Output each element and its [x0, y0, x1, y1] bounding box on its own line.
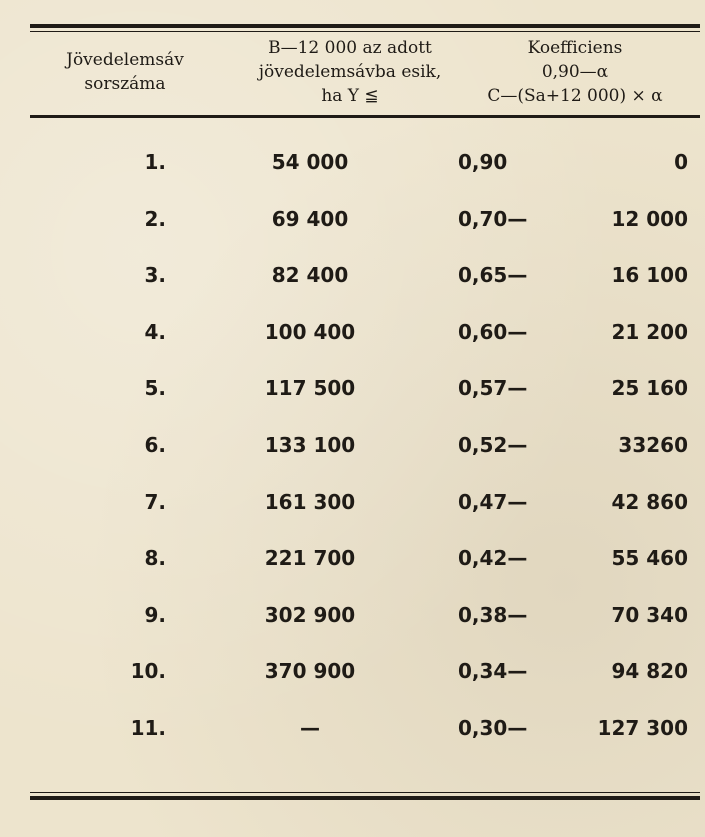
table-row — [30, 148, 700, 205]
income-limit-cell: 370 900 — [264, 659, 356, 684]
table-row — [30, 374, 700, 431]
income-limit-cell: 302 900 — [264, 602, 356, 627]
table-row — [30, 318, 700, 375]
income-limit-cell: 161 300 — [264, 489, 356, 514]
top-thick-rule — [30, 24, 700, 28]
band-number-cell: 6. — [144, 432, 166, 457]
constant-cell: 33260 — [618, 432, 688, 457]
header-coefficient-line3: C—(Sa+12 000) ⨯ α — [487, 86, 663, 106]
table-row — [30, 657, 700, 714]
band-number-cell: 7. — [144, 489, 166, 514]
income-limit-cell: 69 400 — [271, 206, 349, 231]
income-limit-cell: 133 100 — [264, 432, 356, 457]
header-coefficient-line1: Koefficiens — [527, 38, 623, 58]
constant-cell: 55 460 — [611, 546, 688, 571]
band-number-cell: 3. — [144, 263, 166, 288]
coefficient-cell: 0,60— — [458, 319, 528, 344]
table-header — [30, 36, 700, 112]
constant-cell: 16 100 — [611, 263, 688, 288]
top-thin-rule — [30, 31, 700, 32]
coefficient-cell: 0,52— — [458, 432, 528, 457]
header-income-band-line2: jövedelemsávba esik, — [258, 62, 442, 82]
header-band-number-line1: Jövedelemsáv — [66, 50, 184, 70]
table-row — [30, 714, 700, 771]
income-limit-cell: 54 000 — [271, 150, 349, 174]
band-number-cell: 2. — [144, 206, 166, 231]
coefficient-cell: 0,38— — [458, 602, 528, 627]
table-body — [30, 148, 700, 771]
table-row — [30, 431, 700, 488]
coefficient-cell: 0,90 — [458, 150, 508, 174]
coefficient-cell: 0,42— — [458, 546, 528, 571]
band-number-cell: 10. — [130, 659, 166, 684]
income-limit-cell: 221 700 — [264, 546, 356, 571]
table-row — [30, 261, 700, 318]
header-income-band-line1: B—12 000 az adott — [268, 38, 432, 58]
constant-cell: 12 000 — [611, 206, 688, 231]
income-limit-cell: 117 500 — [264, 376, 356, 401]
band-number-cell: 9. — [144, 602, 166, 627]
band-number-cell: 11. — [130, 715, 166, 740]
header-bottom-rule — [30, 115, 700, 118]
header-coefficient — [450, 36, 700, 108]
income-limit-cell: 100 400 — [264, 319, 356, 344]
bottom-thick-rule — [30, 796, 700, 800]
band-number-cell: 8. — [144, 546, 166, 571]
constant-cell: 94 820 — [611, 659, 688, 684]
table-row — [30, 601, 700, 658]
constant-cell: 70 340 — [611, 602, 688, 627]
header-band-number-line2: sorszáma — [84, 74, 166, 94]
coefficient-cell: 0,70— — [458, 206, 528, 231]
header-income-band-line3: ha Y ≦ — [321, 86, 379, 106]
constant-cell: 25 160 — [611, 376, 688, 401]
coefficient-cell: 0,47— — [458, 489, 528, 514]
band-number-cell: 1. — [144, 150, 166, 174]
constant-cell: 21 200 — [611, 319, 688, 344]
constant-cell: 127 300 — [597, 715, 688, 740]
table-row — [30, 544, 700, 601]
constant-cell: 42 860 — [611, 489, 688, 514]
header-income-band — [210, 36, 490, 108]
coefficient-cell: 0,34— — [458, 659, 528, 684]
table-row — [30, 205, 700, 262]
coefficient-cell: 0,30— — [458, 715, 528, 740]
band-number-cell: 4. — [144, 319, 166, 344]
header-coefficient-line2: 0,90—α — [541, 62, 609, 82]
table-row — [30, 488, 700, 545]
coefficient-cell: 0,57— — [458, 376, 528, 401]
coefficient-cell: 0,65— — [458, 263, 528, 288]
constant-cell: 0 — [674, 150, 688, 174]
bottom-thin-rule — [30, 792, 700, 793]
header-band-number — [30, 48, 220, 96]
band-number-cell: 5. — [144, 376, 166, 401]
income-limit-cell: — — [300, 715, 320, 740]
income-limit-cell: 82 400 — [271, 263, 349, 288]
